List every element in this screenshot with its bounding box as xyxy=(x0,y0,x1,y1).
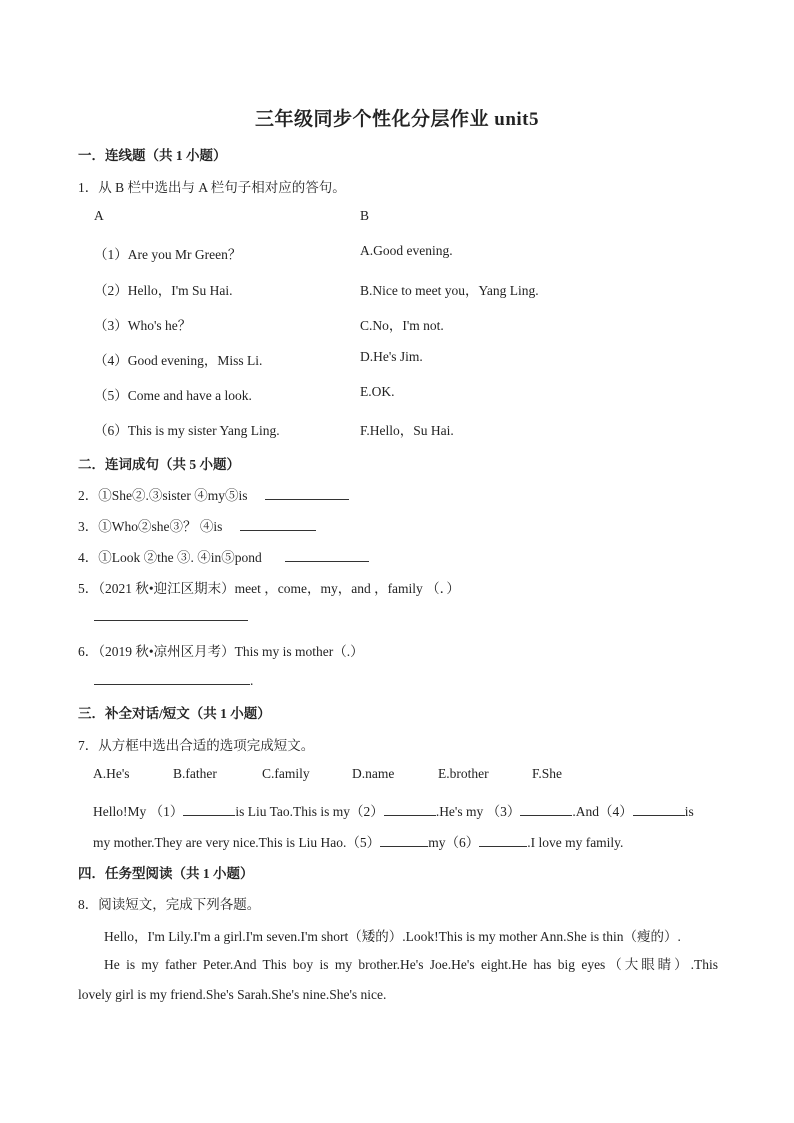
answer-blank-q2[interactable] xyxy=(265,487,349,500)
answer-blank-q4[interactable] xyxy=(285,549,369,562)
match-b-1: A.Good evening. xyxy=(360,243,453,258)
answer-blank-7-6[interactable] xyxy=(479,834,527,847)
answer-line-q6 xyxy=(94,672,253,689)
section-heading-matching: 一．连线题（共 1 小题） xyxy=(78,148,227,163)
answer-blank-q5[interactable] xyxy=(94,608,248,621)
answer-blank-7-3[interactable] xyxy=(520,803,572,816)
passage-text: Hello!My （1） xyxy=(93,804,184,819)
option-a: A.He's xyxy=(93,766,130,781)
section-heading-dialogue: 三．补全对话/短文（共 1 小题） xyxy=(78,706,271,721)
match-b-6: F.Hello，Su Hai. xyxy=(360,423,454,438)
match-a-4: （4）Good evening，Miss Li. xyxy=(94,353,263,368)
question-7: 7．从方框中选出合适的选项完成短文。 xyxy=(78,738,315,753)
reading-paragraph-1: Hello，I'm Lily.I'm a girl.I'm seven.I'm short（矮的）.Look!This is my mother Ann.She is thin（瘦的）. xyxy=(104,929,681,944)
question-4-text: 4．①Look ②the ③. ④in⑤pond xyxy=(78,550,262,565)
question-1: 1．从 B 栏中选出与 A 栏句子相对应的答句。 xyxy=(78,180,346,195)
section-heading-reading: 四．任务型阅读（共 1 小题） xyxy=(78,866,254,881)
question-6: 6．（2019 秋•凉州区月考）This my is mother（.） xyxy=(78,644,364,659)
option-f: F.She xyxy=(532,766,563,781)
page-title: 三年级同步个性化分层作业 unit5 xyxy=(255,109,539,130)
question-2-text: 2．①She②.③sister ④my⑤is xyxy=(78,488,248,503)
passage-text: .I love my family. xyxy=(527,835,624,850)
match-b-5: E.OK. xyxy=(360,384,395,399)
match-a-6: （6）This is my sister Yang Ling. xyxy=(94,423,280,438)
match-b-3: C.No，I'm not. xyxy=(360,318,444,333)
answer-blank-7-1[interactable] xyxy=(183,803,235,816)
passage-text: is Liu Tao.This is my（2） xyxy=(235,804,384,819)
column-a-header: A xyxy=(94,208,104,223)
passage-text: is xyxy=(684,804,694,819)
question-8: 8．阅读短文，完成下列各题。 xyxy=(78,897,261,912)
match-a-5: （5）Come and have a look. xyxy=(94,388,252,403)
option-d: D.name xyxy=(352,766,395,781)
passage-text: my mother.They are very nice.This is Liu Hao.（5） xyxy=(93,835,381,850)
passage-text: .He's my （3） xyxy=(435,804,521,819)
question-2 xyxy=(78,484,349,504)
option-c: C.family xyxy=(262,766,310,781)
question-4 xyxy=(78,546,369,566)
passage-7-line-2 xyxy=(93,831,623,851)
match-a-3: （3）Who's he？ xyxy=(94,318,192,333)
section-heading-word-order: 二．连词成句（共 5 小题） xyxy=(78,457,240,472)
question-3 xyxy=(78,515,316,535)
passage-text: .And（4） xyxy=(572,804,633,819)
answer-blank-7-4[interactable] xyxy=(633,803,685,816)
passage-text: my（6） xyxy=(428,835,480,850)
answer-blank-q3[interactable] xyxy=(240,518,316,531)
answer-line-q5 xyxy=(94,608,248,625)
column-b-header: B xyxy=(360,208,370,223)
question-3-text: 3．①Who②she③？ ④is xyxy=(78,519,223,534)
match-b-2: B.Nice to meet you，Yang Ling. xyxy=(360,283,539,298)
period-mark: . xyxy=(250,673,254,688)
option-e: E.brother xyxy=(438,766,489,781)
match-a-2: （2）Hello，I'm Su Hai. xyxy=(94,283,233,298)
reading-paragraph-2-line-2: lovely girl is my friend.She's Sarah.She's nine.She's nice. xyxy=(78,987,387,1002)
reading-paragraph-2-line-1: He is my father Peter.And This boy is my brother.He's Joe.He's eight.He has big eyes（大眼睛）.This xyxy=(104,957,718,972)
match-b-4: D.He's Jim. xyxy=(360,349,423,364)
answer-blank-q6[interactable] xyxy=(94,672,250,685)
question-5: 5．（2021 秋•迎江区期末）meet ，come，my，and ，family （．） xyxy=(78,581,460,596)
answer-blank-7-2[interactable] xyxy=(384,803,436,816)
answer-blank-7-5[interactable] xyxy=(380,834,428,847)
passage-7-line-1 xyxy=(93,800,694,820)
option-b: B.father xyxy=(173,766,217,781)
match-a-1: （1）Are you Mr Green？ xyxy=(94,247,242,262)
